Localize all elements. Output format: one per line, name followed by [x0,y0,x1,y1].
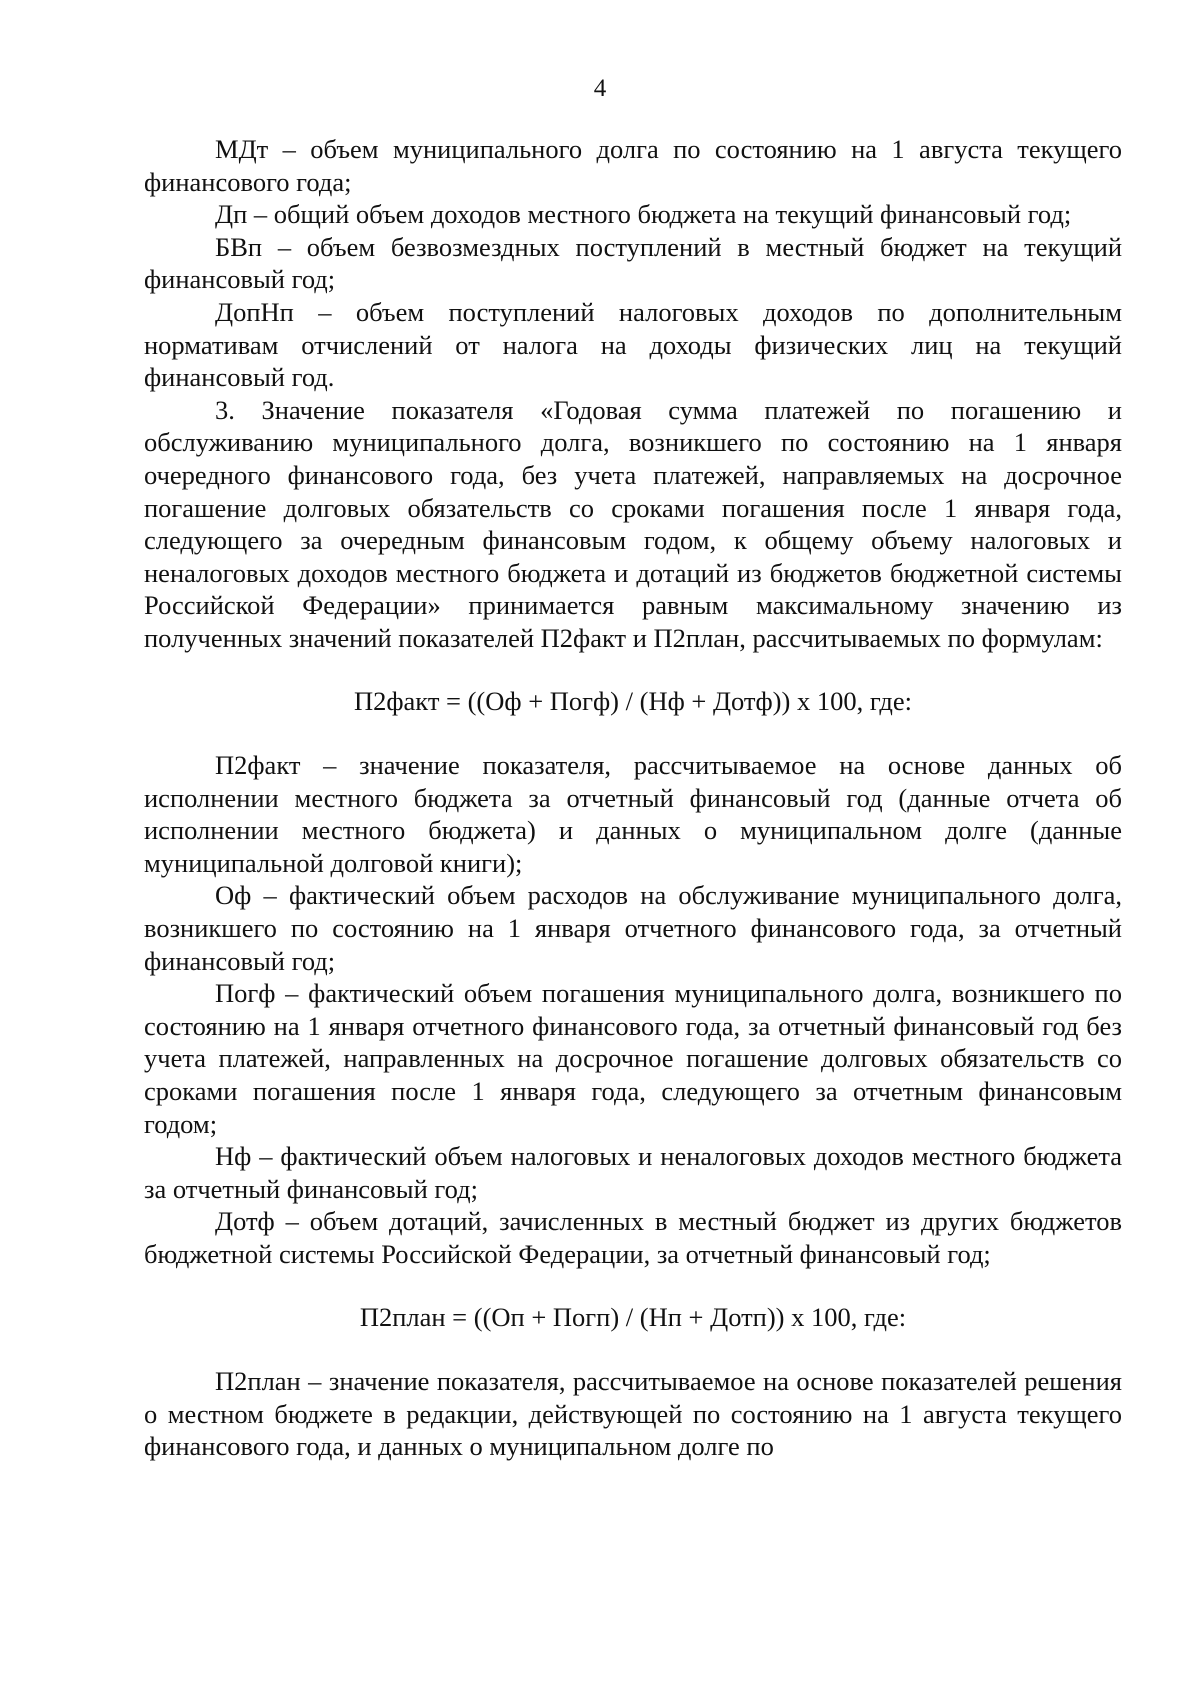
definition-dp: Дп – общий объем доходов местного бюджета на текущий финансовый год; [215,199,1072,230]
clause-3: 3. Значение показателя «Годовая сумма платежей по погашению и обслуживанию муниципального долга, возникшего по состоянию на 1 января очередного финансового года, без учета платежей, направляемых на досрочное погашение долговых обязательств со сроками погашения после 1 января года, следующего за очередным финансовым годом, к общему объему налоговых и неналоговых доходов местного бюджета и дотаций из бюджетов бюджетной системы Российской Федерации» принимается равным максимальному значению из полученных значений показателей П2факт и П2план, рассчитываемых по формулам: [144,394,1122,653]
definition-of: Оф – фактический объем расходов на обслуживание муниципального долга, возникшего по состоянию на 1 января отчетного финансового года, за отчетный финансовый год; [144,880,1122,976]
definition-dopnp: ДопНп – объем поступлений налоговых доходов по дополнительным нормативам отчислений от налога на доходы физических лиц на текущий финансовый год. [144,296,1122,393]
page-number: 4 [593,75,607,102]
formula-p2-fact: П2факт = ((Оф + Погф) / (Нф + Дотф)) х 100, где: [353,685,912,716]
definition-pogf: Погф – фактический объем погашения муниципального долга, возникшего по состоянию на 1 января отчетного финансового года, за отчетный финансовый год без учета платежей, направленных на досрочное погашение долговых обязательств со сроками погашения после 1 января года, следующего за отчетным финансовым годом; [144,978,1122,1139]
formula-p2-plan: П2план = ((Оп + Погп) / (Нп + Дотп)) х 100, где: [359,1301,907,1332]
definition-p2-plan: П2план – значение показателя, рассчитываемое на основе показателей решения о местном бюджете в редакции, действующей по состоянию на 1 августа текущего финансового года, и данных о муниципальном долге по [144,1366,1122,1462]
definition-nf: Нф – фактический объем налоговых и неналоговых доходов местного бюджета за отчетный финансовый год; [144,1141,1122,1204]
document-body [144,133,1122,1463]
definition-bvp: БВп – объем безвозмездных поступлений в местный бюджет на текущий финансовый год; [144,231,1122,295]
definition-p2-fact: П2факт – значение показателя, рассчитываемое на основе данных об исполнении местного бюджета за отчетный финансовый год (данные отчета об исполнении местного бюджета) и данных о муниципальном долге (данные муниципальной долговой книги); [144,750,1122,878]
definition-mdt: МДт – объем муниципального долга по состоянию на 1 августа текущего финансового года; [144,134,1122,197]
definition-dotf: Дотф – объем дотаций, зачисленных в местный бюджет из других бюджетов бюджетной системы Российской Федерации, за отчетный финансовый год; [144,1206,1122,1269]
